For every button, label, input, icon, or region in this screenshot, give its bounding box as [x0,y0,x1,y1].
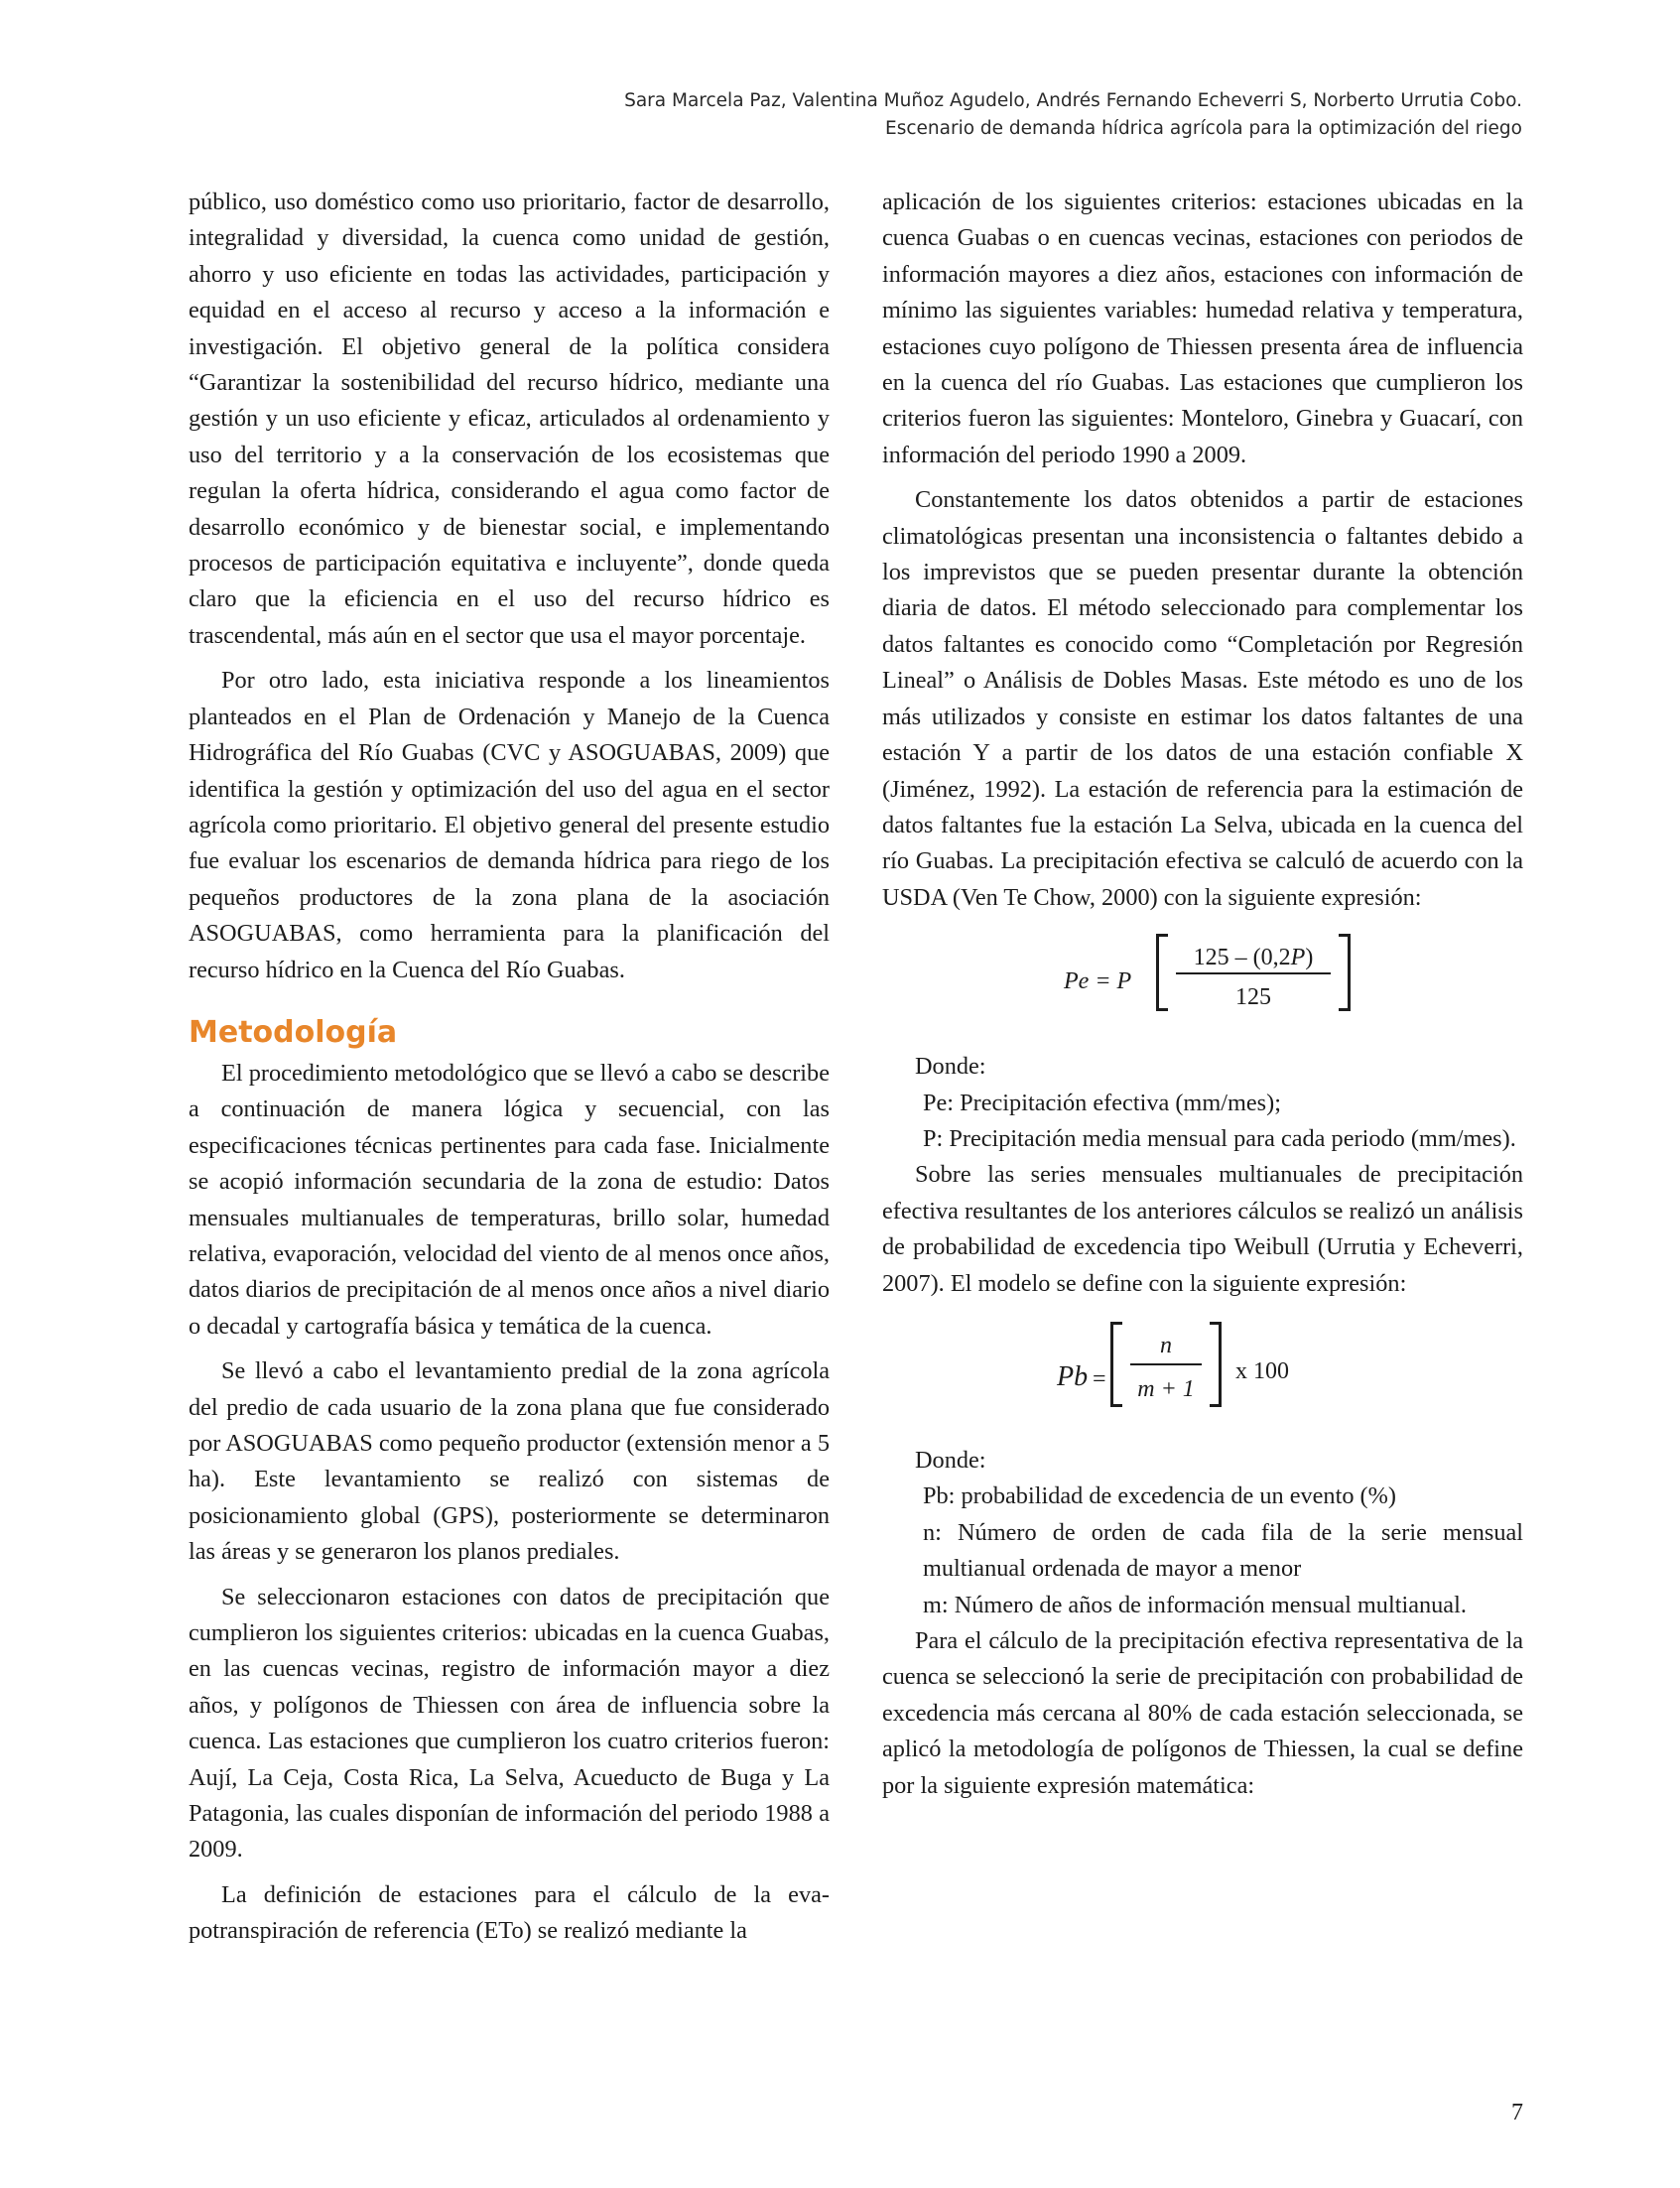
paragraph: El procedimiento metodológico que se llevó a cabo se describe a continuación de manera lógica y secuencial, con las especificaciones técnicas pertinentes para cada fase. Inicialmente se acopió información secundaria de la zona de estudio: Datos mensuales multianuales de temperaturas, brillo solar, humedad relativa, evaporación, velocidad del viento de al menos once años, datos diarios de precipitación de al menos once años a nivel diario o decadal y cartografía básica y temática de la cuenca. [189,1059,830,1340]
right-column [882,185,1523,1813]
paragraph: Se llevó a cabo el levantamiento predial de la zona agrícola del predio de cada usuario de la zona plana que fue considerado por ASOGUABAS como pequeño productor (extensión menor a 5 ha). Este levantamiento se realizó con sistemas de posicionamiento global (GPS), posteriormente se determinaron las áreas y se generaron los planos prediales. [189,1357,830,1566]
donde-label: Donde: [915,1053,986,1081]
left-bracket [1110,1322,1122,1407]
formula-denominator: m + 1 [1137,1375,1195,1402]
header-article-title: Escenario de demanda hídrica agrícola para la optimización del riego [885,118,1522,139]
formula-numerator: 125 – (0,2P) [1193,945,1314,971]
left-bracket [1156,934,1168,1011]
section-title: Metodología [189,1014,398,1050]
header-authors: Sara Marcela Paz, Valentina Muñoz Agudelo, Andrés Fernando Echeverri S, Norberto Urrutia Cobo. [624,90,1522,111]
paragraph: Constantemente los datos obtenidos a partir de estaciones climatológicas presentan una inconsistencia o faltantes debido a los imprevistos que se pueden presentar durante la obtención diaria de datos. El método seleccionado para complementar los datos faltantes es conocido como “Completación por Regresión Lineal” o Análisis de Dobles Masas. Este método es uno de los más utilizados y consiste en estimar los datos faltantes de una estación Y a partir de los datos de una estación confiable X (Jiménez, 1992). La estación de referencia para la estimación de datos faltantes fue la estación La Selva, ubicada en la cuenca del río Guabas. La precipitación efectiva se calculó de acuerdo con la USDA (Ven Te Chow, 2000) con la siguiente expresión: [882,486,1523,911]
formula-lhs: Pb [1057,1360,1089,1392]
definition-m: m: Número de años de información mensual multianual. [923,1591,1467,1618]
right-bracket [1339,934,1351,1011]
exceedance-probability-formula [882,1316,1523,1427]
fraction-line [1130,1363,1202,1365]
definition-pb: Pb: probabilidad de excedencia de un evento (%) [923,1482,1396,1510]
formula-lhs: Pe = P [1064,968,1132,995]
formula-numerator: n [1160,1332,1172,1358]
paragraph: público, uso doméstico como uso prioritario, factor de desarrollo, integralidad y diversidad, la cuenca como unidad de gestión, ahorro y uso eficiente en todas las actividades, participación y equidad en el acceso al recurso y acceso a la información e investigación. El objetivo general de la política considera “Garantizar la sostenibilidad del recurso hídrico, mediante una gestión y un uso eficiente y eficaz, articulados al ordenamiento y uso del territorio y a la conservación de los ecosistemas que regulan la oferta hídrica, considerando el agua como factor de desarrollo económico y de bienestar social, e implementando procesos de participación equitativa e incluyente”, donde queda claro que la eficiencia en el uso del recurso hídrico es trascendental, más aún en el sector que usa el mayor porcentaje. [189,189,830,649]
paragraph: aplicación de los siguientes criterios: estaciones ubicadas en la cuenca Guabas o en cuencas vecinas, estaciones con periodos de información mayores a diez años, estaciones con información de mínimo las siguientes variables: humedad relativa y temperatura, estaciones cuyo polígono de Thiessen presenta área de influencia en la cuenca del río Guabas. Las estaciones que cumplieron los criterios fueron las siguientes: Monteloro, Ginebra y Guacarí, con información del periodo 1990 a 2009. [882,189,1523,468]
running-head [624,87,1522,143]
paragraph: Para el cálculo de la precipitación efectiva representativa de la cuenca se seleccionó la serie de precipitación con probabilidad de excedencia más cercana al 80% de cada estación seleccionada, se aplicó la metodología de polígonos de Thiessen, la cual se define por la siguiente expresión matemática: [882,1627,1523,1799]
page-number: 7 [1511,2100,1523,2125]
left-column [189,185,830,1959]
formula-multiplier: x 100 [1235,1357,1289,1384]
paragraph: Se seleccionaron estaciones con datos de precipitación que cumplieron los siguientes criterios: ubicadas en la cuenca Guabas, en las cuencas vecinas, registro de información mayor a diez años, y polígonos de Thiessen con área de influencia sobre la cuenca. Las estaciones que cumplieron los cuatro criterios fueron: Aují, La Ceja, Costa Rica, La Selva, Acueducto de Buga y La Patagonia, las cuales disponían de información del periodo 1988 a 2009. [189,1583,830,1864]
formula-denominator: 125 [1235,984,1271,1011]
paragraph: La definición de estaciones para el cálculo de la evapotranspiración de referencia (ETo) se realizó mediante la [189,1880,830,1945]
fraction-line [1176,972,1331,974]
right-bracket [1210,1322,1222,1407]
definition-pe: Pe: Precipitación efectiva (mm/mes); [923,1089,1281,1116]
formula-equals: = [1093,1365,1106,1392]
donde-label: Donde: [915,1446,986,1474]
paragraph: Por otro lado, esta iniciativa responde a los lineamientos planteados en el Plan de Ordenación y Manejo de la Cuenca Hidrográfica del Río Guabas (CVC y ASOGUABAS, 2009) que identifica la gestión y optimización del uso del agua en el sector agrícola como prioritario. El objetivo general del presente estudio fue evaluar los escenarios de demanda hídrica para riego de los pequeños productores de la zona plana de la asociación ASOGUABAS, como herramienta para la planificación del recurso hídrico en la Cuenca del Río Guabas. [189,667,830,983]
effective-precipitation-formula [882,930,1523,1033]
definition-p: P: Precipitación media mensual para cada periodo (mm/mes). [923,1124,1516,1152]
paragraph: Sobre las series mensuales multianuales de precipitación efectiva resultantes de los anteriores cálculos se realizó un análisis de probabilidad de excedencia tipo Weibull (Urrutia y Echeverri, 2007). El modelo se define con la siguiente expresión: [882,1161,1523,1297]
definition-n: n: Número de orden de cada fila de la serie mensual multianual ordenada de mayor a menor [923,1518,1523,1583]
